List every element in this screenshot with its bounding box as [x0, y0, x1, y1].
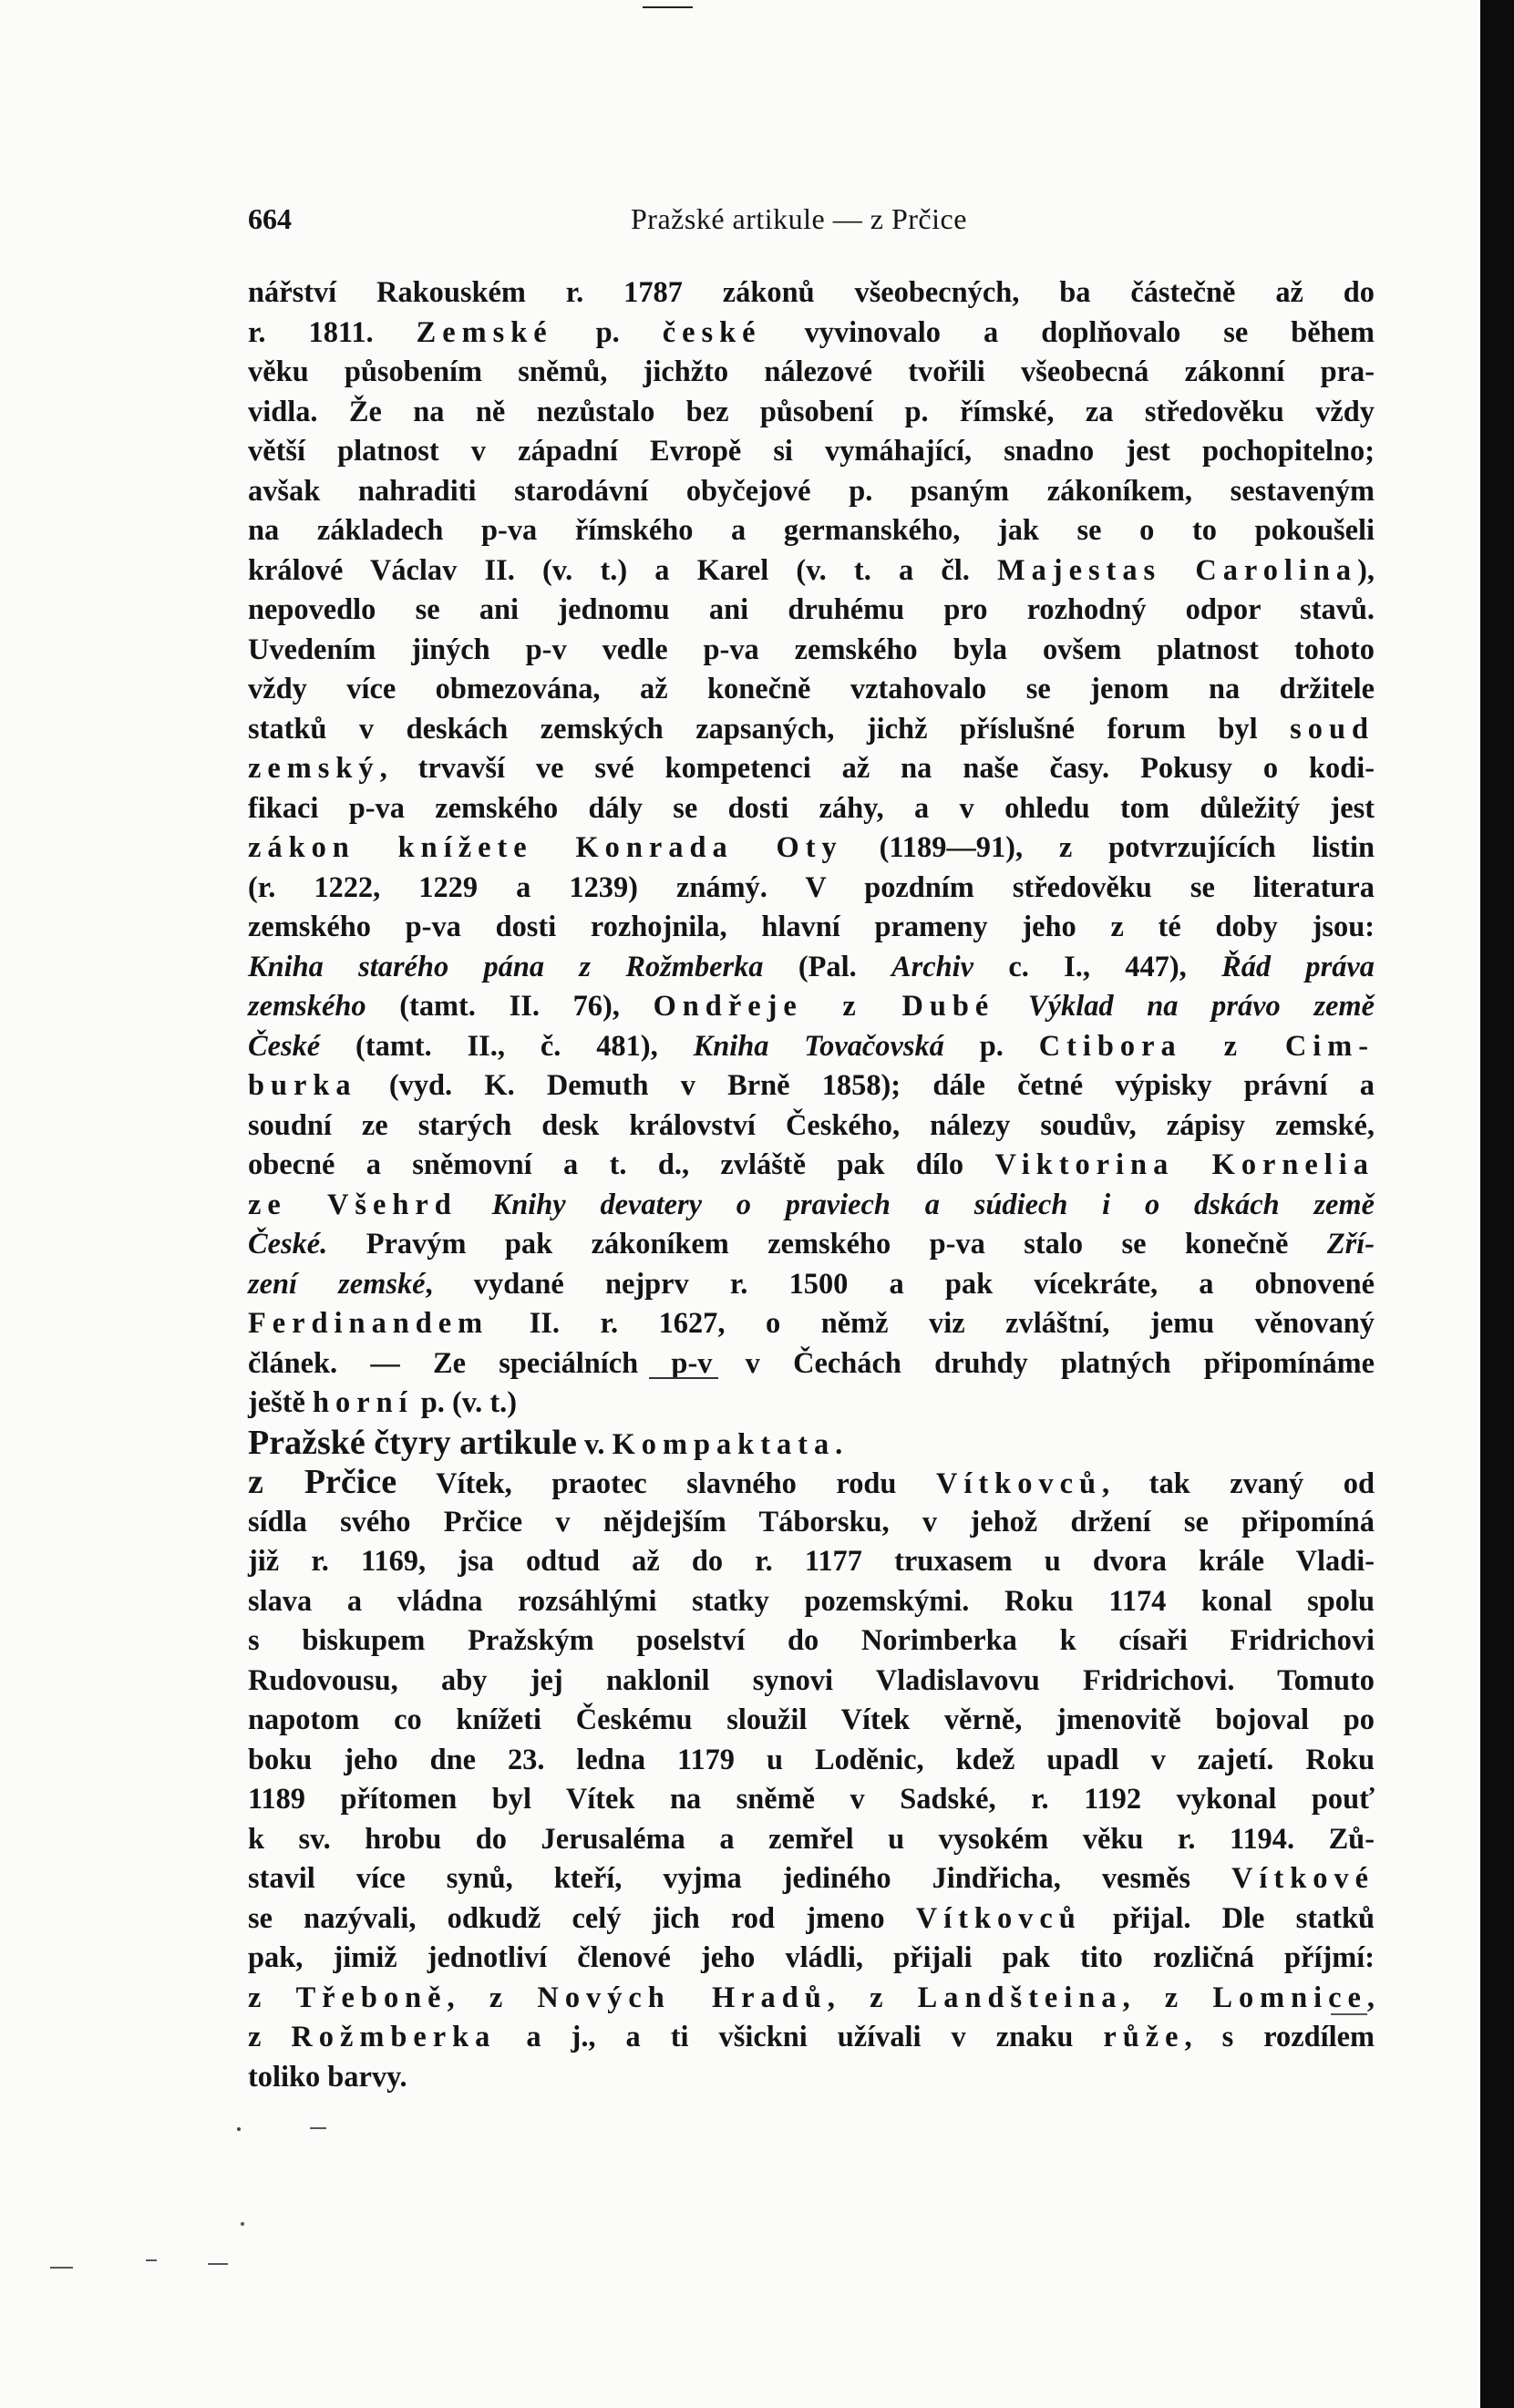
spaced-run: Kompaktata: [612, 1427, 836, 1461]
text-run: se nazývali, odkudž celý jich rod jmeno: [248, 1901, 916, 1935]
text-run: boku jeho dne 23. ledna 1179 u Loděnic, kdež upadl v zajetí. Roku: [248, 1743, 1375, 1776]
italic-run: zení zemské: [248, 1267, 426, 1301]
text-run: obecné a sněmovní a t. d., zvláště pak dílo: [248, 1148, 995, 1181]
spaced-run: Nových Hradů: [537, 1981, 828, 2014]
text-run: p.: [552, 315, 663, 349]
italic-run: Knihy devatery o praviech a súdiech i o dskách země: [491, 1188, 1375, 1221]
spaced-run: Vítkové: [1231, 1862, 1375, 1895]
italic-run: Archiv: [891, 950, 974, 983]
text-run: vidla. Že na ně nezůstalo bez působení p. římské, za středověku vždy: [248, 395, 1375, 428]
entry-heading: z Prčice: [248, 1463, 397, 1501]
text-run: , z: [1122, 1981, 1213, 2014]
italic-run: Výklad na právo země: [1028, 990, 1375, 1023]
text-run: , z: [447, 1981, 538, 2014]
text-run: článek. — Ze speciálních p-v v Čechách druhdy platných připomínáme: [248, 1346, 1375, 1380]
text-run: , z: [827, 1981, 918, 2014]
text-run: p. (v. t.): [413, 1386, 518, 1419]
spaced-run: Zemské: [416, 315, 553, 349]
text-run: ještě: [248, 1386, 314, 1419]
spaced-run: horní: [313, 1386, 414, 1419]
text-run: (tamt. II., č. 481),: [320, 1029, 694, 1063]
text-run: avšak nahraditi starodávní obyčejové p. psaným zákoníkem, sestaveným: [248, 474, 1375, 508]
spaced-run: Ctibora z Cim-: [1038, 1029, 1375, 1063]
spaced-run: Majestas Carolina: [997, 553, 1358, 587]
spaced-run: zákon knížete Konrada Oty: [248, 831, 843, 864]
text-run: p.: [943, 1029, 1039, 1063]
text-run: (vyd. K. Demuth v Brně 1858); dále četné výpisky právní a: [356, 1069, 1375, 1102]
text-run: s biskupem Pražským poselství do Norimberka k císaři Fridrichovi: [248, 1624, 1375, 1657]
text-run: sídla svého Prčice v nějdejším Táborsku, v jehož držení se připomíná: [248, 1505, 1375, 1538]
text-run: napotom co knížeti Českému sloužil Vítek věrně, jmenovitě bojoval po: [248, 1703, 1375, 1736]
text-run: 1189 přítomen byl Vítek na sněmě v Sadské, r. 1192 vykonal pouť: [248, 1783, 1375, 1816]
spaced-run: zemský: [248, 752, 380, 785]
text-run: II. r. 1627, o němž viz zvláštní, jemu věnovaný: [489, 1307, 1375, 1340]
text-run: věku působením sněmů, jichžto nálezové tvořili všeobecná zákonní pra-: [248, 355, 1375, 388]
text-run: Vítek, praotec slavného rodu: [397, 1467, 936, 1500]
text-run: toliko barvy.: [248, 2060, 407, 2094]
text-run: vyvinovalo a doplňovalo se během: [761, 315, 1375, 349]
text-run: (tamt. II. 76),: [366, 990, 654, 1023]
text-run: již r. 1169, jsa odtud až do r. 1177 truxasem u dvora krále Vladi-: [248, 1545, 1375, 1578]
spaced-run: české: [662, 315, 762, 349]
text-run: (r. 1222, 1229 a 1239) známý. V pozdním středověku se literatura: [248, 870, 1375, 904]
text-run: a j., a ti všickni užívali v znaku: [496, 2021, 1104, 2053]
italic-run: Kniha starého pána z Rožmberka: [248, 950, 764, 983]
text-run: fikaci p-va zemského dály se dosti záhy, a v ohledu tom důležitý jest: [248, 791, 1375, 825]
italic-run: České: [248, 1029, 321, 1063]
text-run: na základech p-va římského a germanského, jak se o to pokoušeli: [248, 514, 1375, 547]
page-number: 664: [248, 202, 292, 235]
text-run: z: [248, 2021, 292, 2053]
text-run: králové Václav II. (v. t.) a Karel (v. t. a čl.: [248, 553, 998, 587]
text-run: c. I., 447),: [973, 950, 1222, 983]
spaced-run: Viktorina Kornelia: [994, 1148, 1375, 1181]
text-run: z: [248, 1981, 296, 2014]
spaced-run: Landšteina: [917, 1981, 1123, 2014]
spaced-run: Rožmberka: [291, 2021, 497, 2053]
spaced-run: Ferdinandem: [248, 1307, 489, 1340]
italic-run: Kniha Tovačovská: [693, 1029, 944, 1063]
text-run: , trvavší ve své kompetenci až na naše časy. Pokusy o kodi-: [379, 752, 1375, 785]
text-run: , tak zvaný od: [1101, 1467, 1375, 1500]
italic-run: České.: [248, 1228, 328, 1261]
text-run: nepovedlo se ani jednomu ani druhému pro rozhodný odpor stavů.: [248, 593, 1375, 626]
spaced-run: Ondřeje z Dubé: [653, 990, 995, 1023]
entry-heading: Pražské čtyry artikule: [248, 1423, 577, 1462]
text-run: statků v deskách zemských zapsaných, jichž příslušné forum byl: [248, 712, 1291, 746]
text-run: přijal. Dle statků: [1081, 1901, 1375, 1935]
text-run: k sv. hrobu do Jerusaléma a zemřel u vysokém věku r. 1194. Zů-: [248, 1822, 1375, 1856]
text-run: stavil více synů, kteří, vyjma jediného Jindřicha, vesměs: [248, 1862, 1232, 1895]
italic-run: Zří-: [1326, 1228, 1375, 1261]
text-run: nářství Rakouském r. 1787 zákonů všeobecných, ba částečně až do: [248, 276, 1375, 309]
text-run: Rudovousu, aby jej naklonil synovi Vladislavovu Fridrichovi. Tomuto: [248, 1663, 1375, 1697]
scan-border: [1480, 0, 1514, 2408]
text-run: , s rozdílem: [1184, 2021, 1375, 2053]
text-run: ),: [1357, 553, 1375, 587]
text-run: větší platnost v západní Evropě si vymáhající, snadno jest pochopitelno;: [248, 435, 1375, 468]
spaced-run: burka: [248, 1069, 357, 1102]
italic-run: Řád práva: [1221, 950, 1375, 983]
text-run: Pravým pak zákoníkem zemského p-va stalo se konečně: [327, 1228, 1327, 1261]
text-run: zemského p-va dosti rozhojnila, hlavní prameny jeho z té doby jsou:: [248, 911, 1375, 943]
text-run: ,: [1366, 1981, 1375, 2014]
spaced-run: ze Všehrd: [248, 1188, 458, 1221]
running-head: Pražské artikule — z Prčice: [631, 202, 967, 235]
text-run: (Pal.: [763, 950, 892, 983]
text-run: soudní ze starých desk království Českého, nálezy soudův, zápisy zemské,: [248, 1108, 1375, 1142]
text-run: slava a vládna rozsáhlými statky pozemskými. Roku 1174 konal spolu: [248, 1584, 1375, 1618]
spaced-run: soud: [1290, 712, 1375, 746]
italic-run: zemského: [248, 990, 366, 1023]
text-run: pak, jimiž jednotliví členové jeho vládli, přijali pak tito rozličná příjmí:: [248, 1941, 1375, 1974]
spaced-run: Vítkovců: [936, 1467, 1102, 1500]
text-run: v.: [576, 1427, 613, 1461]
spaced-run: Vítkovců: [915, 1901, 1082, 1935]
text-run: Uvedením jiných p-v vedle p-va zemského byla ovšem platnost tohoto: [248, 633, 1375, 666]
text-run: (1189—91), z potvrzujících listin: [842, 831, 1375, 864]
spaced-run: Lomnice: [1212, 1981, 1367, 2014]
spaced-run: růže: [1103, 2021, 1185, 2053]
spaced-run: Třeboně: [295, 1981, 448, 2014]
text-run: vždy více obmezována, až konečně vztahovalo se jenom na držitele: [248, 673, 1375, 705]
text-run: .: [835, 1427, 843, 1461]
text-run: , vydané nejprv r. 1500 a pak vícekráte, a obnovené: [425, 1267, 1375, 1301]
text-run: r. 1811.: [248, 315, 417, 349]
